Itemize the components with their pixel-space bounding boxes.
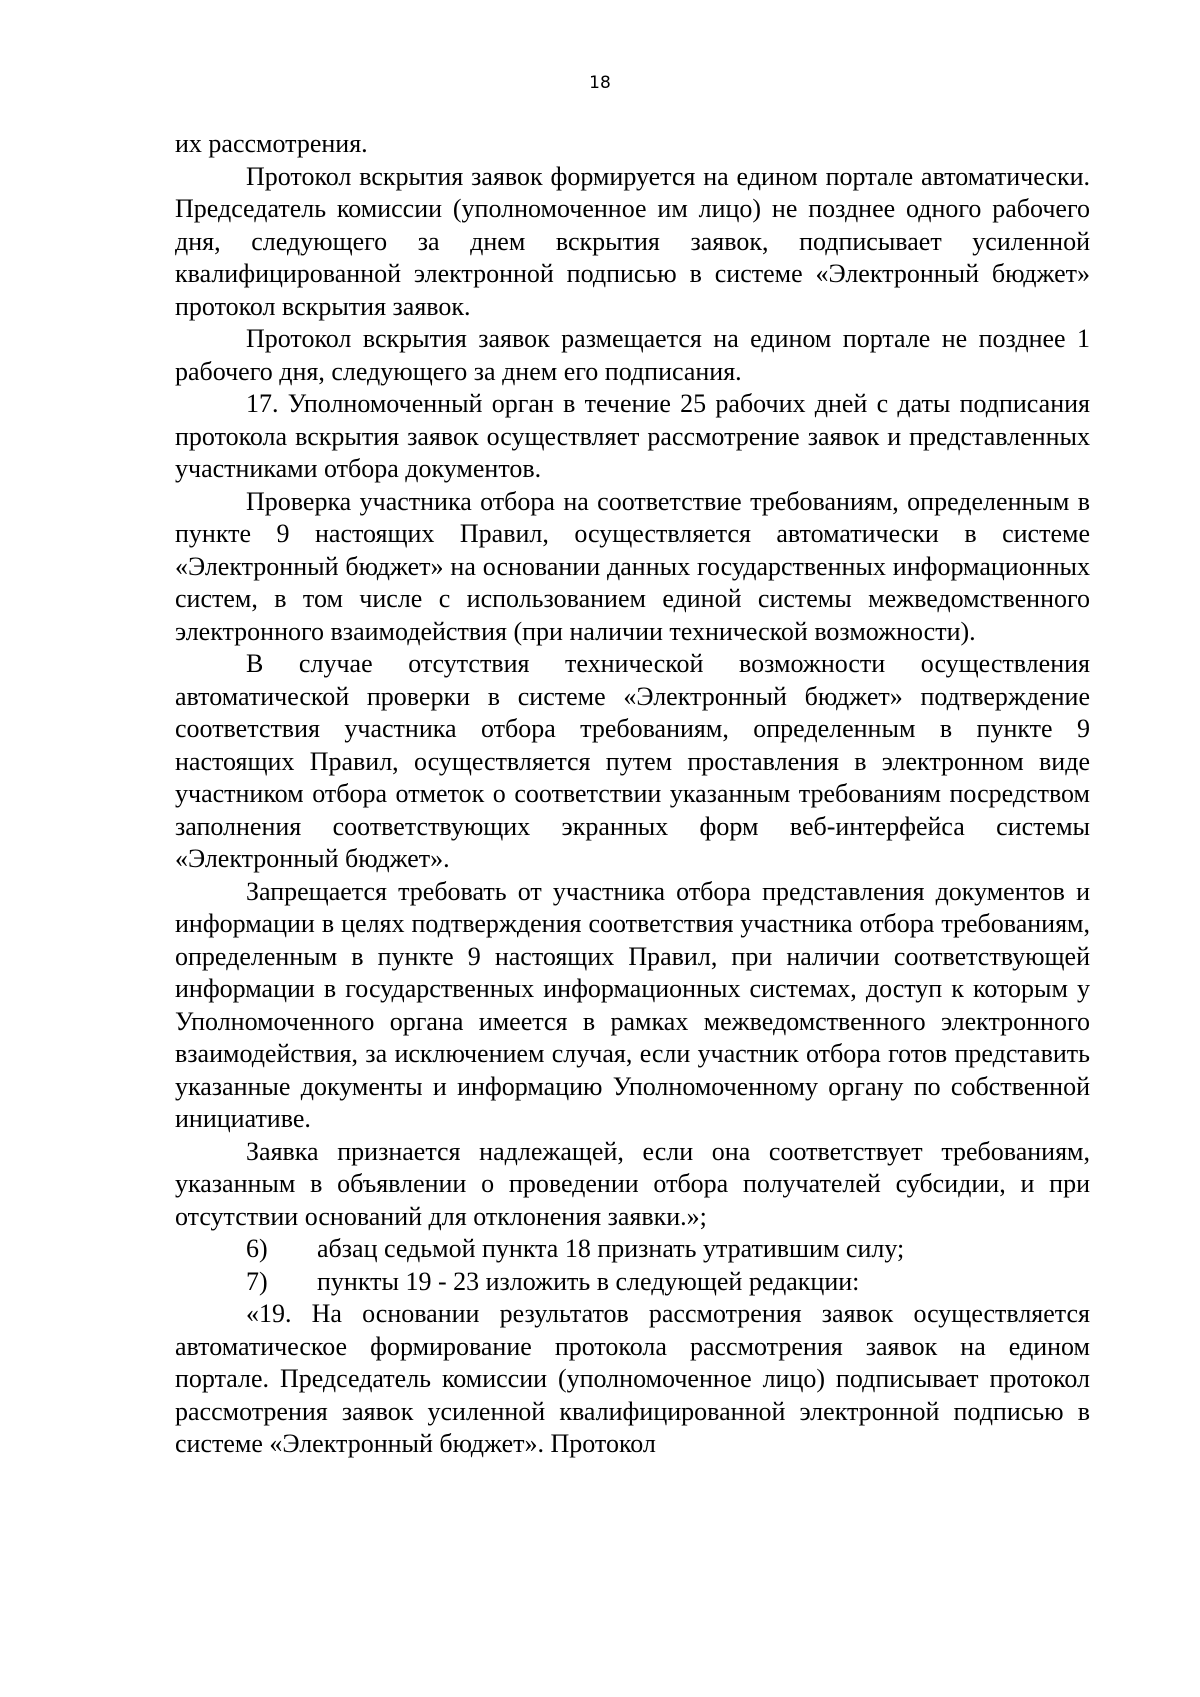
paragraph: Заявка признается надлежащей, если она соответствует требованиям, указанным в объявлении о проведении отбора получателей субсидии, и при отсутствии оснований для отклонения заявки.»; xyxy=(175,1136,1090,1231)
list-item-7 xyxy=(175,1266,1090,1299)
list-item-6 xyxy=(175,1233,1090,1266)
list-item-text: абзац седьмой пункта 18 признать утратившим силу; xyxy=(317,1234,905,1263)
page-number: 18 xyxy=(589,73,611,93)
paragraph: Запрещается требовать от участника отбора представления документов и информации в целях подтверждения соответствия участника отбора требованиям, определенным в пункте 9 настоящих Правил, при наличии соответствующей информации в государственных информационных системах, доступ к которым у Уполномоченного органа имеется в рамках межведомственного электронного взаимодействия, за исключением случая, если участник отбора готов представить указанные документы и информацию Уполномоченному органу по собственной инициативе. xyxy=(175,876,1090,1133)
list-item-number: 6) xyxy=(246,1234,268,1263)
paragraph-item-19: «19. На основании результатов рассмотрения заявок осуществляется автоматическое формирование протокола рассмотрения заявок на едином портале. Председатель комиссии (уполномоченное лицо) подписывает протокол рассмотрения заявок усиленной квалифицированной электронной подписью в системе «Электронный бюджет». Протокол xyxy=(175,1299,1090,1458)
paragraph-item-17: 17. Уполномоченный орган в течение 25 рабочих дней с даты подписания протокола вскрытия заявок осуществляет рассмотрение заявок и представленных участниками отбора документов. xyxy=(175,389,1090,483)
paragraph: В случае отсутствия технической возможности осуществления автоматической проверки в системе «Электронный бюджет» подтверждение соответствия участника отбора требованиям, определенным в пункте 9 настоящих Правил, осуществляется путем проставления в электронном виде участником отбора отметок о соответствии указанным требованиям посредством заполнения соответствующих экранных форм веб-интерфейса системы «Электронный бюджет». xyxy=(175,649,1090,873)
document-body xyxy=(175,128,1090,1461)
paragraph: Протокол вскрытия заявок формируется на едином портале автоматически. Председатель комиссии (уполномоченное им лицо) не позднее одного рабочего дня, следующего за днем вскрытия заявок, подписывает усиленной квалифицированной электронной подписью в системе «Электронный бюджет» протокол вскрытия заявок. xyxy=(175,161,1090,321)
list-item-text: пункты 19 - 23 изложить в следующей редакции: xyxy=(317,1266,860,1296)
list-item-number: 7) xyxy=(246,1266,268,1296)
paragraph: Протокол вскрытия заявок размещается на едином портале не позднее 1 рабочего дня, следующего за днем его подписания. xyxy=(175,324,1090,386)
paragraph: Проверка участника отбора на соответствие требованиям, определенным в пункте 9 настоящих Правил, осуществляется автоматически в системе «Электронный бюджет» на основании данных государственных информационных систем, в том числе с использованием единой системы межведомственного электронного взаимодействия (при наличии технической возможности). xyxy=(175,486,1090,646)
paragraph-continuation: их рассмотрения. xyxy=(175,129,368,158)
